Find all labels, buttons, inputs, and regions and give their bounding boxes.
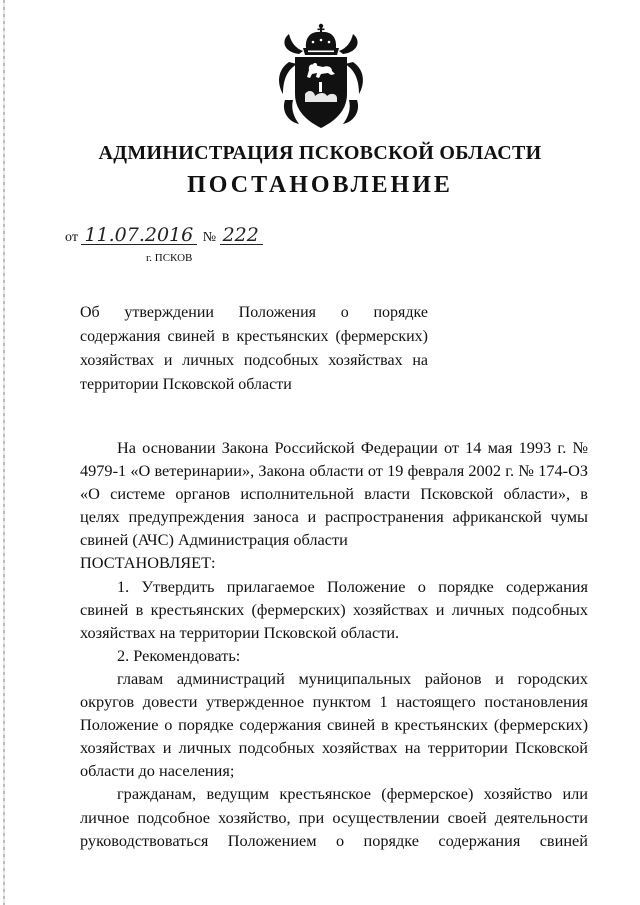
number-value: 222 bbox=[220, 226, 263, 245]
city: г. ПСКОВ bbox=[146, 252, 193, 264]
date-number-line bbox=[65, 226, 263, 246]
pskov-oblast-coat-of-arms-icon bbox=[275, 22, 367, 130]
item-1-paragraph: 1. Утвердить прилагаемое Положение о порядке содержания свиней в крестьянских (фермерских) хозяйствах и личных подсобных хозяйствах на территории Псковской области. bbox=[80, 576, 588, 642]
organization-title: АДМИНИСТРАЦИЯ ПСКОВСКОЙ ОБЛАСТИ bbox=[98, 142, 542, 164]
item-2-paragraph: 2. Рекомендовать: bbox=[117, 645, 241, 665]
document-subject: Об утверждении Положения о порядке содержания свиней в крестьянских (фермерских) хозяйствах и личных подсобных хозяйствах на территории Псковской области bbox=[80, 304, 428, 393]
number-prefix: № bbox=[202, 230, 217, 245]
date-prefix: от bbox=[65, 230, 78, 245]
date-value: 11.07.2016 bbox=[81, 226, 197, 245]
item-2a-paragraph: главам администраций муниципальных районов и городских округов довести утвержденное пунктом 1 настоящего постановления Положение о порядке содержания свиней в крестьянских (фермерских) хозяйствах и личных подсобных хозяйствах на территории Псковской области до населения; bbox=[80, 668, 588, 781]
preamble-paragraph: На основании Закона Российской Федерации от 14 мая 1993 г. № 4979-1 «О ветеринарии», Закона области от 19 февраля 2002 г. № 174-ОЗ «О системе органов исполнительной власти Псковской области», в целях предупреждения заноса и распространения африканской чумы свиней (АЧС) Администрация области bbox=[80, 438, 588, 550]
scan-edge bbox=[3, 0, 5, 905]
document-type: ПОСТАНОВЛЕНИЕ bbox=[187, 172, 453, 198]
item-2b-paragraph: гражданам, ведущим крестьянское (фермерское) хозяйство или личное подсобное хозяйство, при осуществлении своей деятельности руководствоваться Положением о порядке содержания свиней bbox=[80, 784, 588, 850]
document-body bbox=[80, 436, 588, 852]
resolves-heading: ПОСТАНОВЛЯЕТ: bbox=[80, 553, 216, 573]
